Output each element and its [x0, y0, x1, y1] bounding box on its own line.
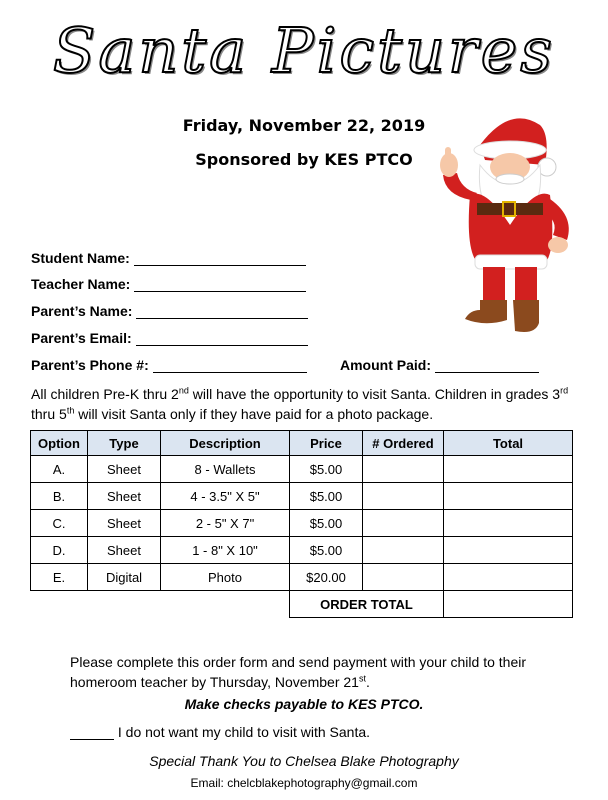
- amount-paid-line[interactable]: [435, 358, 539, 373]
- event-date: Friday, November 22, 2019: [182, 116, 426, 135]
- ordered-cell[interactable]: [363, 456, 444, 483]
- option-cell: E.: [31, 564, 88, 591]
- type-cell: Sheet: [88, 537, 161, 564]
- col-type-header: Type: [88, 431, 161, 456]
- price-cell: $5.00: [290, 510, 363, 537]
- table-row: [31, 510, 573, 537]
- thanks-text: Special Thank You to Chelsea Blake Photography: [149, 753, 459, 769]
- parent-phone-label: Parent’s Phone #:: [31, 357, 149, 373]
- total-cell[interactable]: [444, 564, 573, 591]
- parent-name-line[interactable]: [136, 304, 308, 319]
- price-cell: $5.00: [290, 483, 363, 510]
- order-total-row: [31, 591, 573, 618]
- student-name-label: Student Name:: [31, 250, 130, 266]
- ordered-cell[interactable]: [363, 510, 444, 537]
- parent-name-field[interactable]: [31, 303, 308, 319]
- sponsor-line: Sponsored by KES PTCO: [195, 150, 413, 169]
- checks-payable-text: Make checks payable to KES PTCO.: [184, 696, 424, 712]
- price-cell: $20.00: [290, 564, 363, 591]
- parent-name-label: Parent’s Name:: [31, 303, 133, 319]
- santa-icon: [425, 105, 585, 340]
- description-cell: 4 - 3.5" X 5": [161, 483, 290, 510]
- description-cell: 8 - Wallets: [161, 456, 290, 483]
- parent-email-line[interactable]: [136, 331, 308, 346]
- table-row: [31, 537, 573, 564]
- parent-email-label: Parent’s Email:: [31, 330, 132, 346]
- col-ordered-header: # Ordered: [363, 431, 444, 456]
- instructions-text: Please complete this order form and send payment with your child to their homeroom teacher by Thursday, November 21st.: [70, 654, 527, 690]
- amount-paid-field[interactable]: [340, 357, 539, 373]
- optout-text: I do not want my child to visit with Santa.: [117, 724, 371, 740]
- price-cell: $5.00: [290, 537, 363, 564]
- parent-email-field[interactable]: [31, 330, 308, 346]
- col-price-header: Price: [290, 431, 363, 456]
- order-total-cell[interactable]: [444, 591, 573, 618]
- option-cell: A.: [31, 456, 88, 483]
- eligibility-text: All children Pre-K thru 2nd will have the opportunity to visit Santa. Children in grades 3rd thru 5th will visit Santa only if they have paid for a photo package.: [31, 385, 569, 422]
- amount-paid-label: Amount Paid:: [340, 357, 431, 373]
- optout-blank[interactable]: [70, 725, 114, 740]
- table-header-row: [31, 431, 573, 456]
- table-row: [31, 564, 573, 591]
- total-cell[interactable]: [444, 483, 573, 510]
- ordered-cell[interactable]: [363, 564, 444, 591]
- total-cell[interactable]: [444, 456, 573, 483]
- option-cell: B.: [31, 483, 88, 510]
- type-cell: Sheet: [88, 510, 161, 537]
- contact-email: Email: chelcblakephotography@gmail.com: [190, 776, 418, 790]
- parent-phone-line[interactable]: [153, 358, 307, 373]
- type-cell: Sheet: [88, 456, 161, 483]
- col-option-header: Option: [31, 431, 88, 456]
- description-cell: 2 - 5" X 7": [161, 510, 290, 537]
- student-name-field[interactable]: [31, 250, 306, 266]
- parent-phone-field[interactable]: [31, 357, 307, 373]
- order-table: [30, 430, 573, 618]
- student-name-line[interactable]: [134, 251, 306, 266]
- ordered-cell[interactable]: [363, 537, 444, 564]
- description-cell: 1 - 8" X 10": [161, 537, 290, 564]
- option-cell: D.: [31, 537, 88, 564]
- description-cell: Photo: [161, 564, 290, 591]
- teacher-name-label: Teacher Name:: [31, 276, 131, 292]
- col-total-header: Total: [444, 431, 573, 456]
- col-description-header: Description: [161, 431, 290, 456]
- teacher-name-field[interactable]: [31, 276, 306, 292]
- type-cell: Sheet: [88, 483, 161, 510]
- total-cell[interactable]: [444, 537, 573, 564]
- total-cell[interactable]: [444, 510, 573, 537]
- table-row: [31, 483, 573, 510]
- option-cell: C.: [31, 510, 88, 537]
- table-row: [31, 456, 573, 483]
- order-total-label: ORDER TOTAL: [290, 591, 444, 618]
- optout-field: [70, 724, 370, 740]
- page-title: Santa Pictures: [52, 14, 556, 87]
- price-cell: $5.00: [290, 456, 363, 483]
- ordered-cell[interactable]: [363, 483, 444, 510]
- teacher-name-line[interactable]: [134, 277, 306, 292]
- type-cell: Digital: [88, 564, 161, 591]
